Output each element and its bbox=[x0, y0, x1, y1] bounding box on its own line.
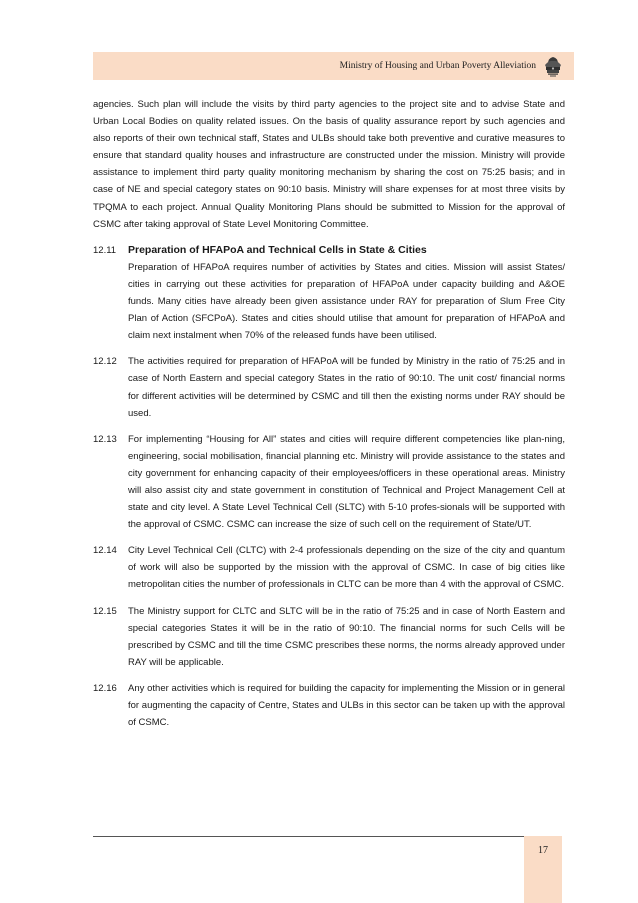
section-12-12 bbox=[93, 353, 565, 421]
section-12-16 bbox=[93, 680, 565, 731]
section-12-11 bbox=[93, 242, 565, 345]
section-number: 12.16 bbox=[93, 682, 117, 694]
page-header bbox=[93, 52, 574, 80]
header-title: Ministry of Housing and Urban Poverty Alleviation bbox=[339, 61, 536, 71]
section-number: 12.11 bbox=[93, 244, 117, 256]
section-number: 12.13 bbox=[93, 433, 117, 445]
section-text: The activities required for preparation of HFAPoA will be funded by Ministry in the ratio of 75:25 and in case of North Eastern and special category States in the ratio of 90:10. The unit cost/ financial norms for different activities will be determined by CSMC and till then the existing norms under RAY should be used. bbox=[128, 356, 565, 419]
section-title: Preparation of HFAPoA and Technical Cells in State & Cities bbox=[128, 243, 427, 256]
section-12-13 bbox=[93, 431, 565, 534]
section-12-15 bbox=[93, 603, 565, 671]
section-text: Preparation of HFAPoA requires number of activities by States and cities. Mission will assist States/ cities in carrying out these activities for preparation of HFAPoA under capacity building and A&OE funds. Many cities have already been given assistance under RAY for preparation of Slum Free City Plan of Action (SFCPoA). States and cities should utilise that amount for preparation of HFAPoA and claim next instalment when 70% of the released funds have been utilised. bbox=[128, 261, 565, 342]
section-number: 12.15 bbox=[93, 605, 117, 617]
national-emblem-icon bbox=[542, 55, 564, 79]
section-text: For implementing “Housing for All” states and cities will require different competencies like plan-ning, engineering, social mobilisation, financial planning etc. Ministry will provide assistance to the states and city government for enhancing capacity of their employees/officers in these operational areas. Ministry will also assist city and state government in constitution of Technical and Project Management Cell at state and city level. A State Level Technical Cell (SLTC) with 5-10 profes-sionals will be supported with the approval of CSMC. CSMC can increase the size of such cell on the requirement of State/UT. bbox=[128, 433, 565, 531]
section-number: 12.14 bbox=[93, 545, 117, 557]
page-content bbox=[93, 96, 565, 731]
section-text: City Level Technical Cell (CLTC) with 2-4 professionals depending on the size of the city and quantum of work will also be supported by the mission with the approval of CSMC. In case of big cities like metropolitan cities the number of professionals in CLTC can be more than 4 with the approval of CSMC. bbox=[128, 545, 565, 591]
section-12-14 bbox=[93, 542, 565, 593]
section-text: The Ministry support for CLTC and SLTC will be in the ratio of 75:25 and in case of North Eastern and special categories States it will be in the ratio of 90:10. The financial norms for such Cells will be prescribed by CSMC and till the time CSMC prescribes these norms, the norms already approved under RAY will be applicable. bbox=[128, 605, 565, 668]
section-number: 12.12 bbox=[93, 356, 117, 368]
section-text: Any other activities which is required for building the capacity for implementing the Mission or in general for augmenting the capacity of Centre, States and ULBs in this sector can be taken up with the approval of CSMC. bbox=[128, 682, 565, 729]
intro-paragraph: agencies. Such plan will include the visits by third party agencies to the project site and to advise State and Urban Local Bodies on quality related issues. On the basis of quality assurance report by such agencies and also reports of their own technical staff, States and ULBs should take both preventive and curative measures to ensure that standard quality houses and infrastructure are constructed under the mission. Ministry will provide assistance to implement third party quality monitoring mechanism by sharing the cost on 75:25 basis; and in case of NE and special category states on 90:10 basis. Ministry will share expenses for at most three visits by TPQMA to each project. Annual Quality Monitoring Plans should be submitted to Mission for the approval of CSMC after taking approval of State Level Monitoring Committee. bbox=[93, 99, 565, 230]
page-number: 17 bbox=[538, 845, 548, 856]
footer-divider bbox=[93, 836, 524, 837]
page-footer bbox=[524, 836, 562, 903]
